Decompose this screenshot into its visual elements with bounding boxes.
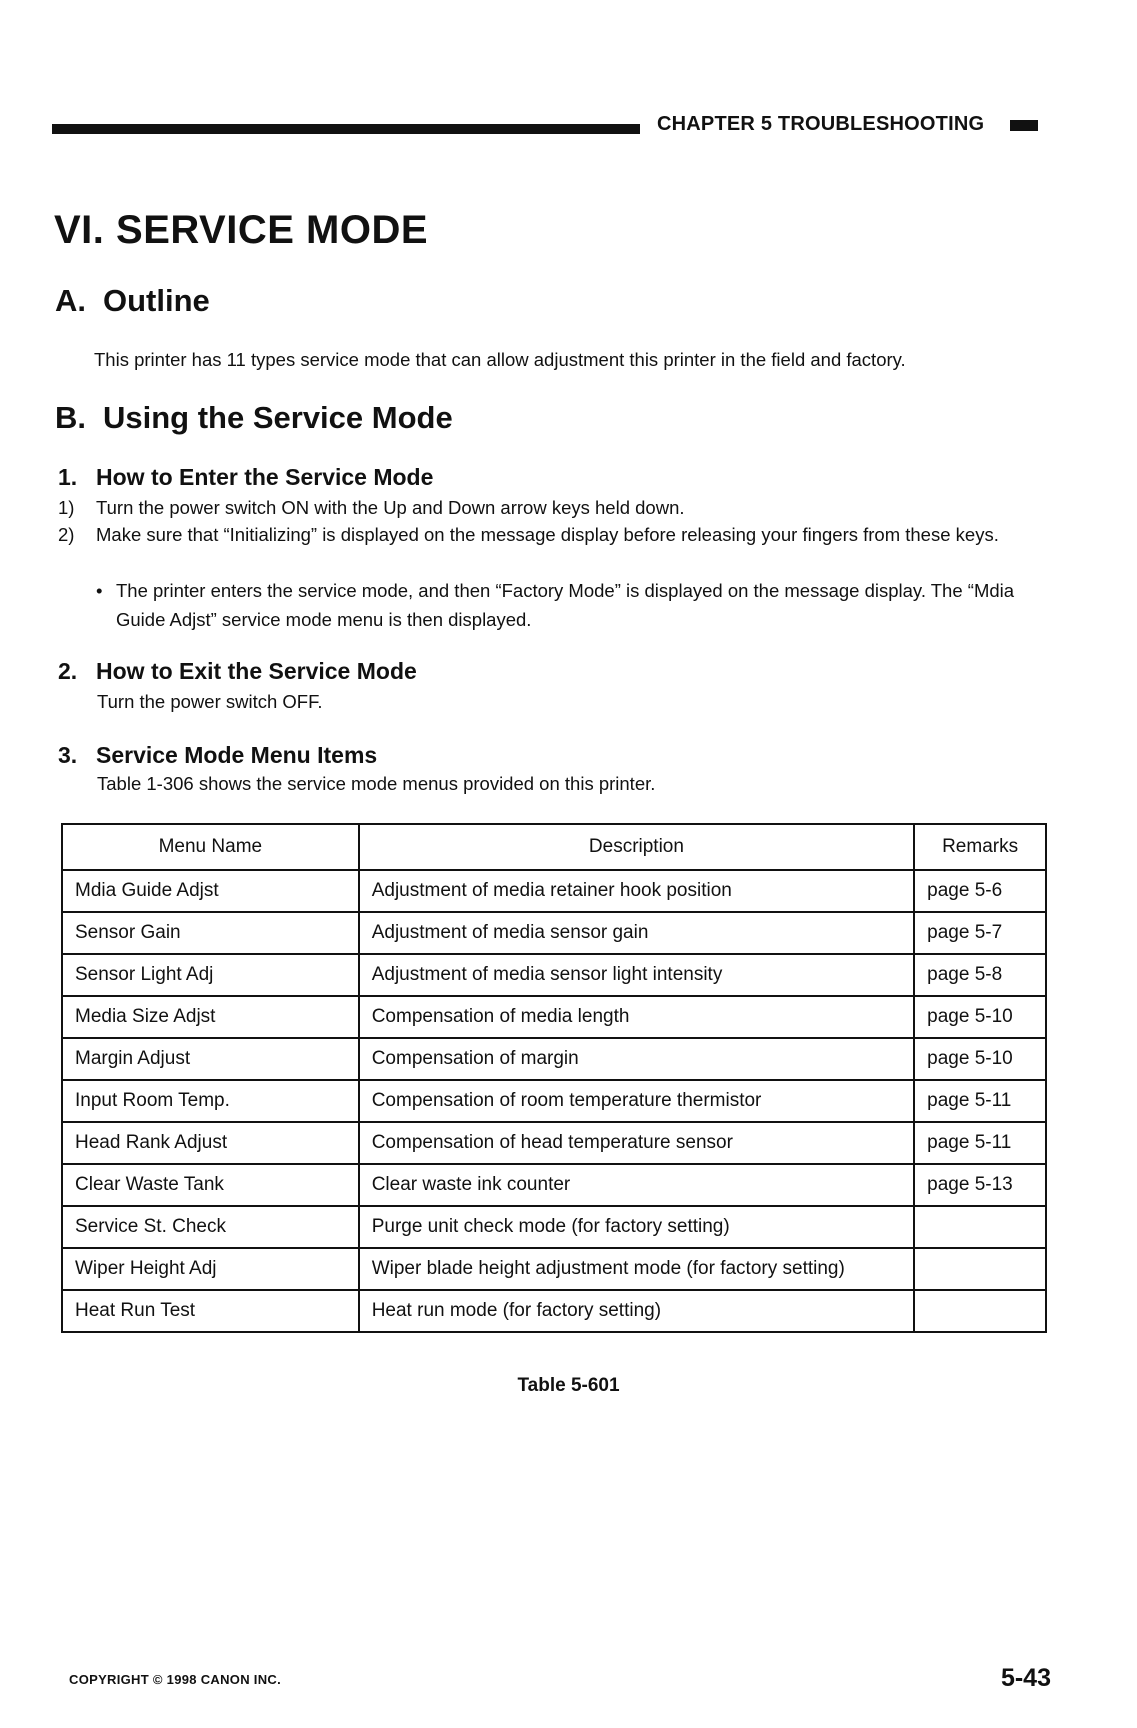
copyright-notice: COPYRIGHT © 1998 CANON INC.	[69, 1672, 281, 1687]
table-row	[62, 1038, 1046, 1080]
subsection-title: How to Exit the Service Mode	[96, 658, 417, 684]
bullet-dot: •	[96, 580, 103, 601]
bullet-note	[96, 576, 1046, 634]
step-text: Turn the power switch ON with the Up and Down arrow keys held down.	[96, 497, 685, 518]
subsection-exit-heading	[58, 658, 417, 685]
bullet-text: The printer enters the service mode, and then “Factory Mode” is displayed on the message display. The “Mdia Guide Adjst” service mode menu is then displayed.	[116, 580, 1015, 630]
subsection-title: How to Enter the Service Mode	[96, 464, 434, 490]
step-number: 1)	[58, 497, 75, 518]
page-number: 5-43	[1000, 1664, 1051, 1692]
table-row	[62, 1080, 1046, 1122]
description-cell: Compensation of media length	[359, 996, 914, 1038]
table-row	[62, 1248, 1046, 1290]
remarks-cell	[914, 1248, 1046, 1290]
step-text: Make sure that “Initializing” is displayed on the message display before releasing your fingers from these keys.	[96, 524, 999, 545]
table-row	[62, 1164, 1046, 1206]
subsection-number: 3.	[58, 742, 78, 768]
remarks-cell: page 5-6	[914, 870, 1046, 912]
description-cell: Heat run mode (for factory setting)	[359, 1290, 914, 1332]
outline-text: This printer has 11 types service mode that can allow adjustment this printer in the field and factory.	[94, 349, 906, 370]
table-row	[62, 954, 1046, 996]
remarks-cell	[914, 1206, 1046, 1248]
remarks-cell: page 5-10	[914, 1038, 1046, 1080]
menu-name-cell: Input Room Temp.	[62, 1080, 359, 1122]
menu-name-cell: Service St. Check	[62, 1206, 359, 1248]
table-row	[62, 912, 1046, 954]
remarks-cell: page 5-7	[914, 912, 1046, 954]
subsection-title: Service Mode Menu Items	[96, 742, 378, 768]
remarks-cell: page 5-13	[914, 1164, 1046, 1206]
remarks-cell: page 5-8	[914, 954, 1046, 996]
menu-name-cell: Mdia Guide Adjst	[62, 870, 359, 912]
description-cell: Compensation of room temperature thermistor	[359, 1080, 914, 1122]
section-title: Using the Service Mode	[103, 400, 453, 435]
remarks-cell	[914, 1290, 1046, 1332]
header-rule-end	[1010, 120, 1038, 131]
menu-name-cell: Sensor Gain	[62, 912, 359, 954]
remarks-cell: page 5-11	[914, 1080, 1046, 1122]
table-row	[62, 1290, 1046, 1332]
column-header-description: Description	[359, 824, 914, 870]
section-using-heading	[55, 400, 453, 436]
column-header-menu-name: Menu Name	[62, 824, 359, 870]
table-row	[62, 996, 1046, 1038]
section-label: B.	[55, 400, 86, 435]
menu-name-cell: Wiper Height Adj	[62, 1248, 359, 1290]
section-title: Outline	[103, 283, 210, 318]
step-item	[58, 494, 1048, 522]
menu-name-cell: Clear Waste Tank	[62, 1164, 359, 1206]
subsection-number: 1.	[58, 464, 78, 490]
page-title: VI. SERVICE MODE	[54, 208, 429, 252]
column-header-remarks: Remarks	[914, 824, 1046, 870]
description-cell: Compensation of head temperature sensor	[359, 1122, 914, 1164]
menu-name-cell: Margin Adjust	[62, 1038, 359, 1080]
table-row	[62, 870, 1046, 912]
description-cell: Adjustment of media sensor light intensity	[359, 954, 914, 996]
description-cell: Adjustment of media sensor gain	[359, 912, 914, 954]
section-outline-heading	[55, 283, 210, 319]
section-label: A.	[55, 283, 86, 318]
subsection-menu-heading	[58, 742, 377, 769]
menu-name-cell: Media Size Adjst	[62, 996, 359, 1038]
step-item	[58, 521, 1048, 549]
description-cell: Purge unit check mode (for factory setting)	[359, 1206, 914, 1248]
table-header-row	[62, 824, 1046, 870]
menu-name-cell: Heat Run Test	[62, 1290, 359, 1332]
remarks-cell: page 5-11	[914, 1122, 1046, 1164]
table-caption: Table 5-601	[517, 1375, 620, 1396]
description-cell: Wiper blade height adjustment mode (for factory setting)	[359, 1248, 914, 1290]
menu-name-cell: Head Rank Adjust	[62, 1122, 359, 1164]
step-number: 2)	[58, 524, 75, 545]
header-rule	[52, 124, 640, 134]
description-cell: Adjustment of media retainer hook position	[359, 870, 914, 912]
description-cell: Clear waste ink counter	[359, 1164, 914, 1206]
exit-text: Turn the power switch OFF.	[97, 691, 323, 712]
remarks-cell: page 5-10	[914, 996, 1046, 1038]
subsection-number: 2.	[58, 658, 78, 684]
menu-intro-text: Table 1-306 shows the service mode menus provided on this printer.	[97, 773, 656, 794]
chapter-title: CHAPTER 5 TROUBLESHOOTING	[657, 113, 985, 135]
service-menu-table	[61, 823, 1047, 1333]
menu-name-cell: Sensor Light Adj	[62, 954, 359, 996]
description-cell: Compensation of margin	[359, 1038, 914, 1080]
table-row	[62, 1206, 1046, 1248]
subsection-enter-heading	[58, 464, 433, 491]
table-row	[62, 1122, 1046, 1164]
